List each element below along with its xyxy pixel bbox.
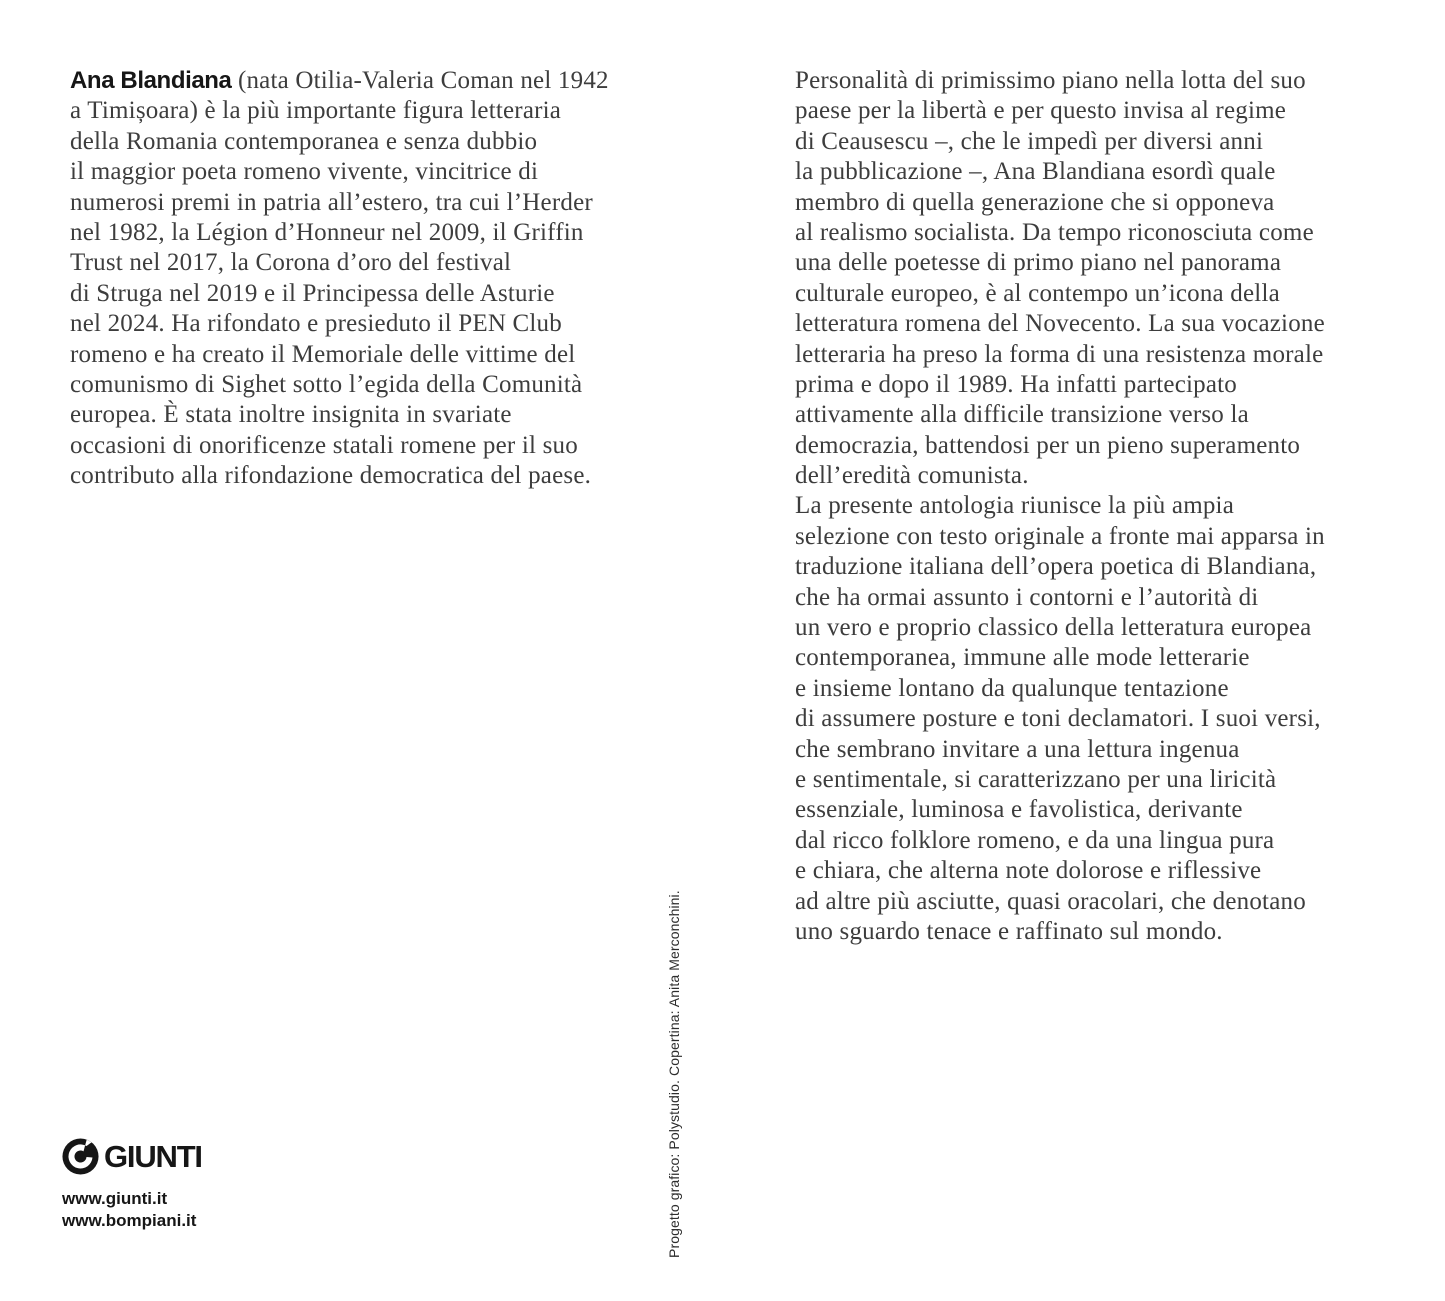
text-line: e chiara, che alterna note dolorose e riflessive [795, 857, 1262, 885]
text-line: dell’eredità comunista. [795, 462, 1029, 490]
text-line: uno sguardo tenace e raffinato sul mondo. [795, 917, 1223, 945]
publisher-block [62, 1138, 202, 1232]
text-line: culturale europeo, è al contempo un’icona della [795, 279, 1280, 307]
text-line: al realismo socialista. Da tempo riconosciuta come [795, 218, 1314, 246]
text-line: paese per la libertà e per questo invisa al regime [795, 97, 1287, 125]
text-line: comunismo di Sighet sotto l’egida della Comunità [70, 370, 583, 398]
text-line: La presente antologia riunisce la più ampia [795, 492, 1234, 520]
text-line: di Ceausescu –, che le impedì per diversi anni [795, 127, 1264, 155]
website-bompiani: www.bompiani.it [62, 1211, 197, 1230]
text-line [70, 66, 609, 96]
text-line: ad altre più asciutte, quasi oracolari, che denotano [795, 887, 1306, 915]
text-line: che ha ormai assunto i contorni e l’autorità di [795, 583, 1259, 611]
text-line: e sentimentale, si caratterizzano per una liricità [795, 765, 1277, 793]
text-line: selezione con testo originale a fronte mai apparsa in [795, 522, 1325, 550]
text-line: numerosi premi in patria all’estero, tra cui l’Herder [70, 188, 593, 216]
text-line: membro di quella generazione che si opponeva [795, 188, 1275, 216]
text-line: contributo alla rifondazione democratica del paese. [70, 462, 592, 490]
design-credit-vertical: Progetto grafico: Polystudio. Copertina: Anita Merconchini. [666, 890, 682, 1258]
right-column [795, 66, 1325, 947]
text-line: contemporanea, immune alle mode letterarie [795, 644, 1250, 672]
text-line: dal ricco folklore romeno, e da una lingua pura [795, 826, 1275, 854]
text-line: letteraria ha preso la forma di una resistenza morale [795, 340, 1324, 368]
text-line: attivamente alla difficile transizione verso la [795, 401, 1249, 429]
text-line: che sembrano invitare a una lettura ingenua [795, 735, 1240, 763]
giunti-g-mark-icon [62, 1138, 99, 1175]
text-line: democrazia, battendosi per un pieno superamento [795, 431, 1301, 459]
text-line: di Struga nel 2019 e il Principessa delle Asturie [70, 279, 555, 307]
text-line: la pubblicazione –, Ana Blandiana esordì quale [795, 158, 1276, 186]
giunti-logo [62, 1138, 202, 1175]
first-line-rest: (nata Otilia-Valeria Coman nel 1942 [231, 67, 609, 94]
text-line: e insieme lontano da qualunque tentazione [795, 674, 1229, 702]
right-column-lines [795, 66, 1325, 947]
text-line: romeno e ha creato il Memoriale delle vittime del [70, 340, 576, 368]
author-name: Ana Blandiana [70, 67, 232, 94]
text-line: di assumere posture e toni declamatori. I suoi versi, [795, 705, 1321, 733]
text-line: prima e dopo il 1989. Ha infatti partecipato [795, 370, 1238, 398]
website-giunti: www.giunti.it [62, 1189, 168, 1208]
text-line: letteratura romena del Novecento. La sua vocazione [795, 310, 1325, 338]
giunti-logo-text: GIUNTI [104, 1138, 202, 1174]
text-line: traduzione italiana dell’opera poetica di Blandiana, [795, 553, 1317, 581]
text-line: essenziale, luminosa e favolistica, derivante [795, 796, 1243, 824]
text-line: una delle poetesse di primo piano nel panorama [795, 249, 1282, 277]
text-line: Trust nel 2017, la Corona d’oro del festival [70, 249, 512, 277]
text-line: europea. È stata inoltre insignita in svariate [70, 401, 512, 429]
left-column-lines [70, 96, 609, 491]
text-line: Personalità di primissimo piano nella lotta del suo [795, 67, 1306, 94]
text-line: della Romania contemporanea e senza dubbio [70, 127, 538, 155]
text-line: occasioni di onorificenze statali romene per il suo [70, 431, 578, 459]
text-line: a Timișoara) è la più importante figura letteraria [70, 97, 562, 125]
text-line: un vero e proprio classico della letteratura europea [795, 614, 1312, 642]
text-line: nel 1982, la Légion d’Honneur nel 2009, il Griffin [70, 218, 584, 246]
publisher-websites [62, 1188, 202, 1232]
text-line: nel 2024. Ha rifondato e presieduto il PEN Club [70, 310, 562, 338]
text-line: il maggior poeta romeno vivente, vincitrice di [70, 158, 539, 186]
left-column [70, 66, 609, 491]
